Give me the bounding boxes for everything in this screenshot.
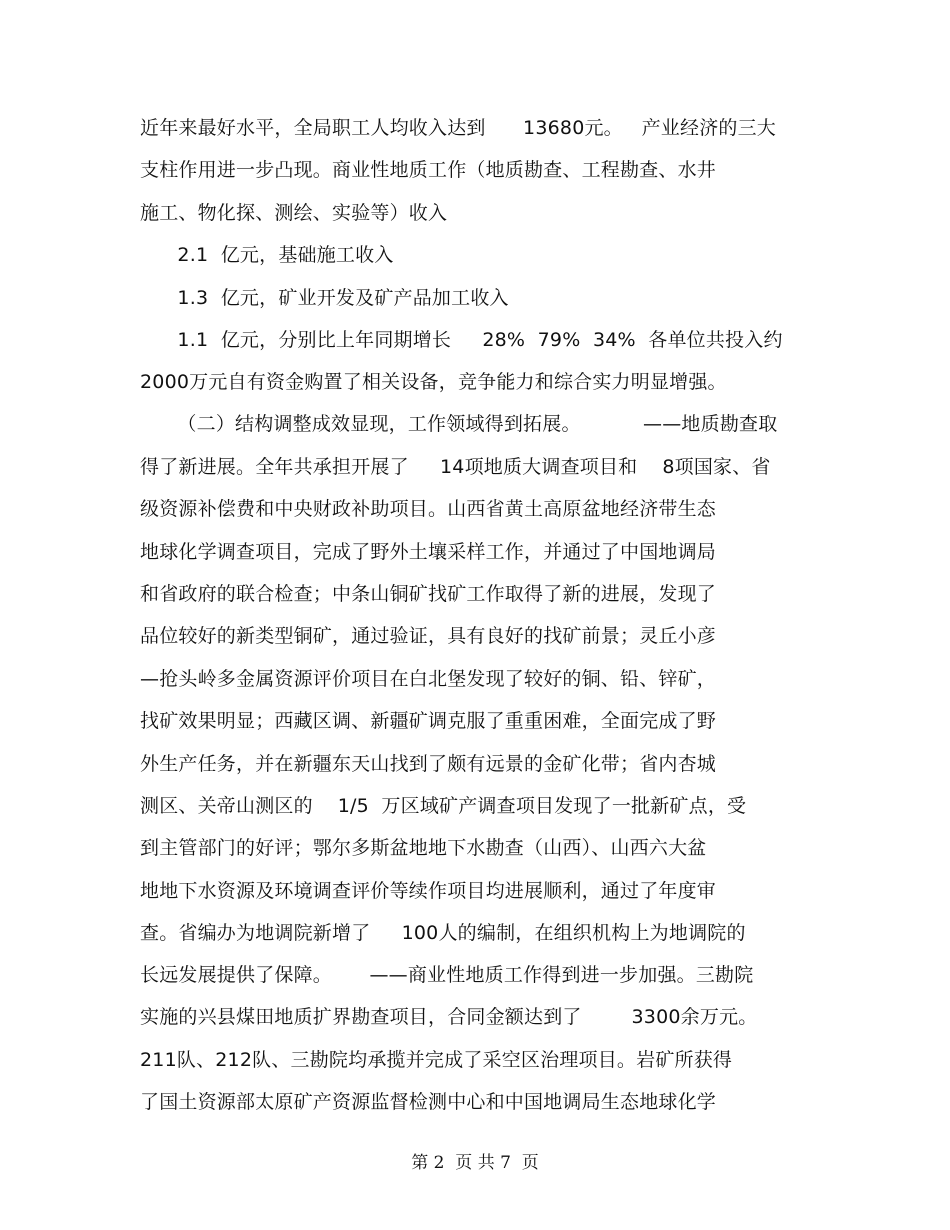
- text-line: —抢头岭多金属资源评价项目在白北堡发现了较好的铜、铅、锌矿，: [140, 668, 717, 690]
- text-line: 到主管部门的好评；鄂尔多斯盆地地下水勘查（山西）、山西六大盆: [140, 837, 707, 859]
- text-line: 了国土资源部太原矿产资源监督检测中心和中国地调局生态地球化学: [140, 1091, 717, 1113]
- text-line: 2.1 亿元，基础施工收入: [140, 244, 394, 266]
- text-line: 测区、关帝山测区的 1/5 万区域矿产调查项目发现了一批新矿点，受: [140, 795, 747, 817]
- text-line: 1.3 亿元，矿业开发及矿产品加工收入: [140, 287, 509, 309]
- text-line: 长远发展提供了保障。 ——商业性地质工作得到进一步加强。三勘院: [140, 964, 754, 986]
- text-line: 品位较好的新类型铜矿，通过验证，具有良好的找矿前景；灵丘小彦: [140, 625, 717, 647]
- text-line: 1.1 亿元，分别比上年同期增长 28% 79% 34% 各单位共投入约: [140, 329, 783, 351]
- text-line: 查。省编办为地调院新增了 100人的编制，在组织机构上为地调院的: [140, 922, 746, 944]
- text-line: 支柱作用进一步凸现。商业性地质工作（地质勘查、工程勘查、水井: [140, 159, 717, 181]
- text-line: 级资源补偿费和中央财政补助项目。山西省黄土高原盆地经济带生态: [140, 498, 717, 520]
- text-line: 得了新进展。全年共承担开展了 14项地质大调查项目和 8项国家、省: [140, 456, 771, 478]
- text-line: 2000万元自有资金购置了相关设备，竞争能力和综合实力明显增强。: [140, 371, 727, 393]
- text-line: 施工、物化探、测绘、实验等）收入: [140, 202, 448, 224]
- text-line: 和省政府的联合检查；中条山铜矿找矿工作取得了新的进展，发现了: [140, 583, 717, 605]
- text-line: （二）结构调整成效显现，工作领域得到拓展。 ——地质勘查取: [140, 413, 778, 435]
- page-number-footer: 第 2 页 共 7 页: [411, 1153, 539, 1173]
- text-line: 外生产任务，并在新疆东天山找到了颇有远景的金矿化带；省内杏城: [140, 753, 717, 775]
- text-line: 近年来最好水平，全局职工人均收入达到 13680元。 产业经济的三大: [140, 117, 776, 139]
- text-line: 地球化学调查项目，完成了野外土壤采样工作，并通过了中国地调局: [140, 541, 717, 563]
- text-line: 211队、212队、三勘院均承揽并完成了采空区治理项目。岩矿所获得: [140, 1049, 733, 1071]
- text-line: 实施的兴县煤田地质扩界勘查项目，合同金额达到了 3300余万元。: [140, 1006, 758, 1028]
- text-line: 找矿效果明显；西藏区调、新疆矿调克服了重重困难，全面完成了野: [140, 710, 717, 732]
- text-line: 地地下水资源及环境调查评价等续作项目均进展顺利，通过了年度审: [140, 880, 717, 902]
